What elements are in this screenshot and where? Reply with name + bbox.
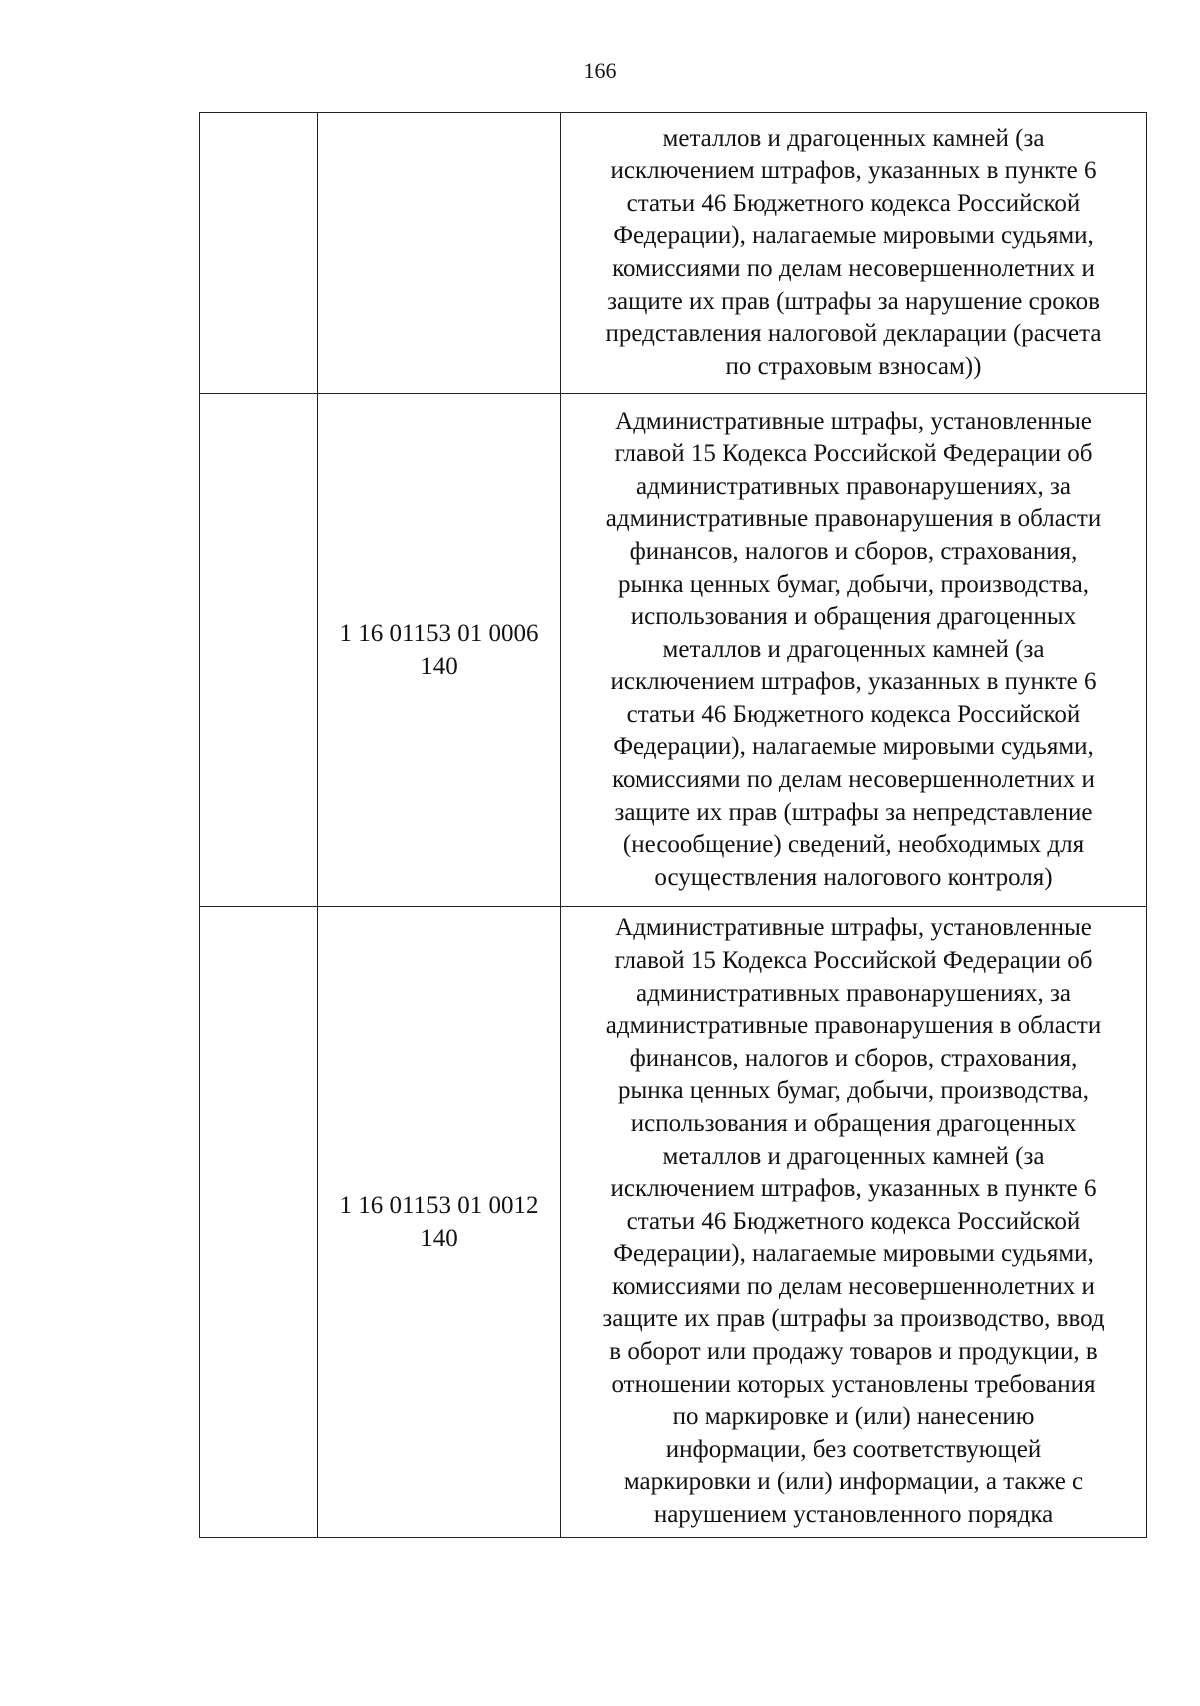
description-line: главой 15 Кодекса Российской Федерации об <box>614 440 1093 468</box>
description-line: Федерации), налагаемые мировыми судьями, <box>613 1240 1094 1268</box>
description-line: маркировки и (или) информации, а также с <box>623 1468 1084 1496</box>
description-line: Административные штрафы, установленные <box>615 407 1092 435</box>
budget-code-line: 1 16 01153 01 0006 <box>339 620 539 647</box>
description-line: рынка ценных бумаг, добычи, производства, <box>618 1077 1089 1105</box>
description-line: административные правонарушения в области <box>605 505 1102 533</box>
description-line: комиссиями по делам несовершеннолетних и <box>612 255 1095 282</box>
description-line: Федерации), налагаемые мировыми судьями, <box>613 733 1094 761</box>
description-line: представления налоговой декларации (расчета <box>605 320 1102 348</box>
description-line: исключением штрафов, указанных в пункте 6 <box>610 1175 1097 1203</box>
description-line: статьи 46 Бюджетного кодекса Российской <box>626 700 1081 728</box>
empty-cell <box>200 907 318 1538</box>
description-line: информации, без соответствующей <box>665 1435 1042 1463</box>
table-row <box>200 113 1147 394</box>
budget-code-cell <box>318 113 561 394</box>
empty-cell <box>200 394 318 907</box>
description-line: (несообщение) сведений, необходимых для <box>622 831 1085 859</box>
description-line: защите их прав (штрафы за нарушение сроков <box>607 287 1100 315</box>
description-line: металлов и драгоценных камней (за <box>662 635 1045 663</box>
description-line: металлов и драгоценных камней (за <box>662 1142 1045 1170</box>
description-line: административных правонарушениях, за <box>636 472 1071 500</box>
description-line: по страховым взносам)) <box>725 352 982 380</box>
budget-code-cell <box>318 394 561 907</box>
description-line: нарушением установленного порядка <box>653 1501 1054 1529</box>
budget-code-table <box>199 112 1147 1538</box>
empty-cell <box>200 113 318 394</box>
description-line: использования и обращения драгоценных <box>630 1109 1077 1137</box>
description-cell <box>561 394 1147 907</box>
page-number: 166 <box>583 58 617 83</box>
description-line: рынка ценных бумаг, добычи, производства, <box>618 570 1089 598</box>
description-line: отношении которых установлены требования <box>611 1370 1096 1398</box>
description-line: исключением штрафов, указанных в пункте 6 <box>610 668 1097 696</box>
budget-code-cell <box>318 907 561 1538</box>
description-line: использования и обращения драгоценных <box>630 603 1077 631</box>
description-cell <box>561 907 1147 1538</box>
description-line: в оборот или продажу товаров и продукции, в <box>609 1338 1098 1366</box>
description-line: защите их прав (штрафы за непредставление <box>614 798 1093 826</box>
description-line: финансов, налогов и сборов, страхования, <box>629 537 1078 565</box>
budget-code-line: 1 16 01153 01 0012 <box>339 1192 539 1219</box>
budget-code-line: 140 <box>420 1225 458 1252</box>
description-line: Административные штрафы, установленные <box>615 914 1092 942</box>
description-line: административных правонарушениях, за <box>636 979 1071 1007</box>
description-line: осуществления налогового контроля) <box>654 863 1053 891</box>
description-line: комиссиями по делам несовершеннолетних и <box>612 766 1095 794</box>
budget-code-line: 140 <box>420 653 458 680</box>
description-line: статьи 46 Бюджетного кодекса Российской <box>626 189 1081 217</box>
table-row <box>200 907 1147 1538</box>
description-line: металлов и драгоценных камней (за <box>662 124 1045 152</box>
description-line: статьи 46 Бюджетного кодекса Российской <box>626 1207 1081 1235</box>
description-line: по маркировке и (или) нанесению <box>672 1403 1035 1431</box>
table-row <box>200 394 1147 907</box>
description-line: комиссиями по делам несовершеннолетних и <box>612 1272 1095 1300</box>
description-line: административные правонарушения в области <box>605 1012 1102 1040</box>
description-line: Федерации), налагаемые мировыми судьями, <box>613 222 1094 250</box>
description-line: исключением штрафов, указанных в пункте 6 <box>610 157 1097 185</box>
description-cell <box>561 113 1147 394</box>
description-line: финансов, налогов и сборов, страхования, <box>629 1044 1078 1072</box>
description-line: главой 15 Кодекса Российской Федерации об <box>614 946 1093 974</box>
description-line: защите их прав (штрафы за производство, ввод <box>602 1305 1105 1333</box>
